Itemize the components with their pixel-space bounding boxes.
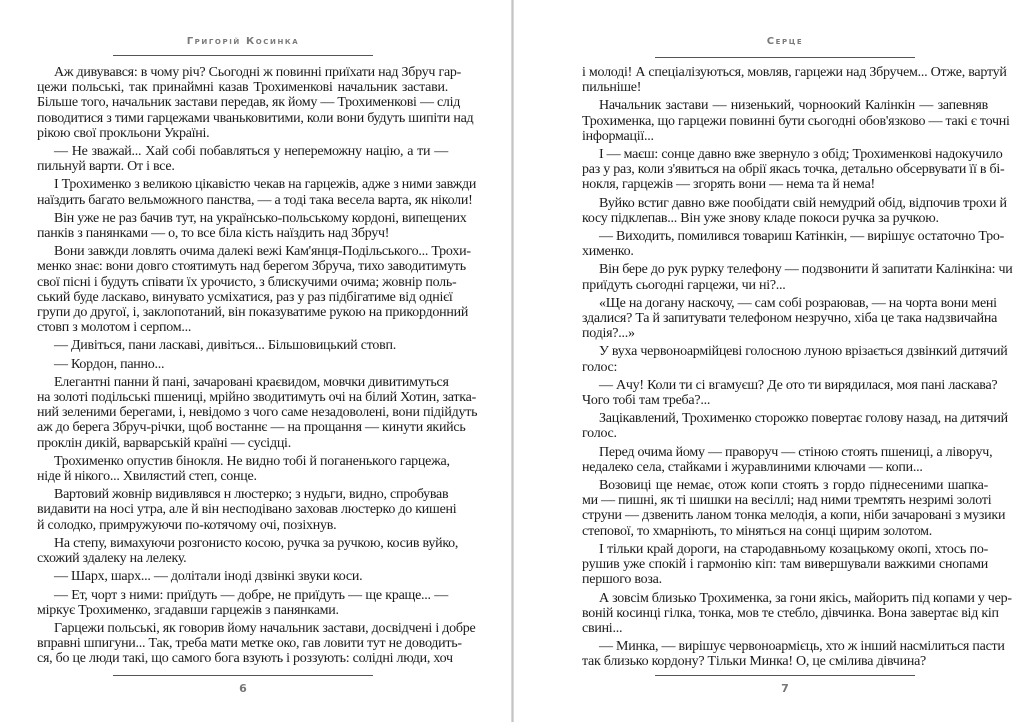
paragraph bbox=[582, 262, 1013, 293]
text-line: Трохименка, що гарцежи повинні бути сьогодні обов'язково — такі є точні bbox=[582, 113, 1010, 129]
text-line: інформації... bbox=[582, 128, 654, 144]
text-line: рушив уже спокій і гармонію кіп: там вивершували важкими снопами bbox=[582, 557, 988, 573]
text-line: ми — пишні, як ті шишки на весіллі; над ними тремтять незримі золоті bbox=[582, 493, 992, 509]
page-number: 6 bbox=[239, 682, 247, 695]
text-line: «Ще на догану наскочу, — сам собі розраював, — на чорта вони мені bbox=[599, 295, 997, 311]
paragraph bbox=[582, 295, 998, 342]
running-head-title: Серце bbox=[766, 36, 804, 47]
text-line: Він бере до рук рурку телефону — подзвонити й запитати Калінкіна: чи bbox=[599, 262, 1013, 278]
text-line: менко знає: вони довго стоятимуть над берегом Збруча, тихо заводитимуть bbox=[37, 259, 466, 275]
text-line: на золоті подільські пшениці, мрійно зводитимуть очі на білий Хотин, затка- bbox=[37, 390, 476, 406]
text-line: Трохименко опустив бінокля. Не видно тобі й поганенького гарцежа, bbox=[54, 453, 450, 469]
text-line: Аж дивувався: в чому річ? Сьогодні ж повинні приїхати над Збруч гар- bbox=[54, 65, 462, 80]
paragraph bbox=[582, 639, 1005, 670]
text-line: — Дивіться, пани ласкаві, дивіться... Більшовицький стовп. bbox=[54, 338, 396, 354]
text-line: струни — дзвенить ланом тонка мелодія, а копи, ніби зачаровані з музики bbox=[582, 508, 1006, 524]
text-line: Зацікавлений, Трохименко сторожко повертає голову назад, на дитячий bbox=[599, 411, 1008, 427]
text-line: Начальник застави — низенький, чорноокий Калінкін — запевняв bbox=[599, 98, 988, 114]
text-line: степової, то хмарніють, то міняться на сонці щирим золотом. bbox=[582, 523, 933, 539]
text-line: Перед очима йому — праворуч — стіною стоять пшениці, а ліворуч, bbox=[599, 444, 993, 460]
footer-rule bbox=[113, 675, 373, 676]
left-page bbox=[0, 0, 512, 722]
paragraph bbox=[582, 377, 998, 409]
text-line: нокля, гарцежів — згорять вони — нема та й нема! bbox=[582, 177, 875, 193]
text-line: проклін дикій, варварській країні — сусідці. bbox=[37, 435, 291, 451]
text-line: аж до берега Збруч-річки, щоб востаннє — на прощання — кинути якийсь bbox=[37, 420, 466, 436]
paragraph bbox=[582, 147, 1005, 193]
text-line: здалися? Та й запитувати телефоном незручно, хіба це така надзвичайна bbox=[582, 311, 998, 327]
text-line: недалеко села, стайками і журавлиними ключами — копи... bbox=[582, 459, 923, 475]
text-line: Гарцежи польські, як говорив йому начальник застави, досвідчені і добре bbox=[54, 620, 476, 636]
paragraph bbox=[37, 487, 457, 533]
text-line: Чого тобі там треба?... bbox=[582, 393, 711, 409]
paragraph bbox=[37, 65, 474, 141]
text-line: ніде й нікого... Хвилястий степ, сонце. bbox=[37, 469, 257, 485]
page-number: 7 bbox=[781, 682, 789, 695]
paragraph bbox=[582, 65, 1007, 96]
text-line: — Шарх, шарх... — долітали іноді дзвінкі звуки коси. bbox=[54, 569, 363, 585]
text-line: наїздить багато вельможного панства, — а тоді така весела варта, як ніколи! bbox=[37, 192, 473, 208]
text-line: свої пісні і будуть співати їх урочисто, з блискучими очима; жовнір поль- bbox=[37, 274, 457, 290]
text-line: першого воза. bbox=[582, 572, 662, 588]
text-line: пильніше! bbox=[582, 80, 642, 96]
text-line: воній косинці гілка, тонка, мов те стебло, дівчинка. Вона завертає від кіп bbox=[582, 605, 999, 621]
text-line: Він уже не раз бачив тут, на українсько-польському кордоні, випещених bbox=[54, 210, 467, 226]
text-line: ський буде ласкаво, винувато усміхатися, раз у раз підбігатиме від однієї bbox=[37, 289, 453, 305]
text-line: Вуйко встиг давно вже пообідати свій немудрий обід, відпочив трохи й bbox=[599, 195, 1007, 211]
text-line: подія?...» bbox=[582, 326, 635, 342]
text-line: стовп з молотом і серпом... bbox=[37, 320, 192, 336]
text-line: ся, бо це люди такі, що самого бога взують і роззують: солідні люди, хоч bbox=[37, 651, 453, 667]
text-line: І — маєш: сонце давно вже звернуло з обід; Трохименкові надокучило bbox=[599, 147, 1003, 163]
paragraph bbox=[582, 344, 1008, 375]
page-text bbox=[37, 65, 478, 670]
text-line: хименко. bbox=[582, 244, 634, 260]
right-page bbox=[514, 0, 1026, 722]
text-line: — Минка, — вирішує червоноармієць, хто ж інший насмілиться пасти bbox=[599, 639, 1005, 655]
paragraph bbox=[37, 210, 467, 242]
paragraph bbox=[37, 338, 448, 353]
text-line: раз у раз, коли з'явиться на обрії якась точка, детально обсервувати її в бі- bbox=[582, 162, 1005, 178]
paragraph bbox=[37, 588, 448, 618]
paragraph bbox=[582, 444, 993, 475]
text-line: — Виходить, помилився товариш Катінкін, — вирішує остаточно Тро- bbox=[599, 229, 1005, 245]
paragraph bbox=[582, 195, 1007, 226]
paragraph bbox=[37, 244, 471, 336]
paragraph bbox=[582, 478, 1006, 539]
text-line: ний зеленими берегами, і, невідомо з чого саме незадоволені, вони підійдуть bbox=[37, 405, 478, 421]
text-line: Вартовий жовнір видивлявся н люстерко; з нудьги, видно, спробував bbox=[54, 487, 449, 503]
text-line: так близько кордону? Тільки Минка! О, це смілива дівчина? bbox=[582, 654, 926, 670]
text-line: панків з панянками — о, то все біла кість наїздить над Збруч! bbox=[37, 226, 390, 242]
text-line: приїдуть сьогодні гарцежи, чи ні?... bbox=[582, 277, 786, 293]
text-line: видавити на носі утра, але й він несподівано заховав люстерко до кишені bbox=[37, 502, 457, 518]
page-text bbox=[582, 65, 1013, 673]
text-line: — Ет, чорт з ними: приїдуть — добре, не приїдуть — ще краще... — bbox=[54, 587, 448, 603]
text-line: голос: bbox=[582, 359, 618, 375]
paragraph bbox=[582, 411, 1008, 442]
text-line: вправні шпигуни... Так, треба мати метке око, гав ловити тут не доводить- bbox=[37, 636, 462, 652]
paragraph bbox=[37, 454, 448, 484]
paragraph bbox=[582, 542, 988, 588]
text-line: косу підклепав... Він уже знову кладе покоси ручка за ручкою. bbox=[582, 210, 939, 226]
running-head-author: Григорій Косинка bbox=[186, 36, 300, 47]
paragraph bbox=[37, 535, 459, 567]
paragraph bbox=[37, 357, 448, 372]
text-line: На степу, вимахуючи розгонисто косою, ручка за ручкою, косив вуйко, bbox=[54, 535, 459, 551]
text-line: міркує Трохименко, згадавши гарцежів з панянками. bbox=[37, 602, 339, 618]
text-line: цежи польські, так принаймні казав Трохименкові начальник застави. bbox=[37, 80, 448, 96]
text-line: — Ачу! Коли ти сі вгамуєш? Де ото ти вирядилася, моя пані ласкава? bbox=[599, 377, 998, 393]
paragraph bbox=[37, 144, 448, 174]
text-line: — Кордон, панно... bbox=[54, 356, 165, 372]
paragraph bbox=[37, 374, 478, 451]
text-line: А зовсім близько Трохименка, за гони якісь, майорить під копами у чер- bbox=[599, 590, 1012, 606]
paragraph bbox=[37, 569, 448, 584]
text-line: У вуха червоноармійцеві голосною луною врізається дзвінкий дитячий bbox=[599, 344, 1008, 360]
paragraph bbox=[582, 98, 1010, 144]
paragraph bbox=[37, 177, 477, 208]
text-line: Возовиці ще немає, отож копи стоять з гордо піднесеними шапка- bbox=[599, 478, 988, 494]
text-line: Більше того, начальник застави передав, як йому — Трохименкові — слід bbox=[37, 95, 461, 111]
text-line: Вони завжди ловлять очима далекі вежі Кам'янця-Подільського... Трохи- bbox=[54, 244, 471, 260]
text-line: групи до другої, і, заклопотаний, він показуватиме рукою на прикордонний bbox=[37, 305, 469, 321]
text-line: голос. bbox=[582, 426, 617, 442]
paragraph bbox=[582, 590, 1012, 637]
paragraph bbox=[37, 620, 476, 667]
text-line: І тільки край дороги, на стародавньому козацькому окопі, хтось по- bbox=[599, 541, 988, 557]
footer-rule bbox=[655, 675, 915, 676]
text-line: свині... bbox=[582, 620, 623, 636]
paragraph bbox=[582, 229, 1005, 260]
text-line: пильнуй варти. От і все. bbox=[37, 159, 175, 175]
text-line: рікою свої прокльони Україні. bbox=[37, 125, 210, 141]
text-line: І Трохименко з великою цікавістю чекав на гарцежів, адже з ними завжди bbox=[54, 177, 477, 193]
header-rule bbox=[113, 55, 373, 56]
text-line: і молоді! А спеціалізуються, мовляв, гарцежи над Збручем... Отже, вартуй bbox=[582, 65, 1007, 80]
text-line: — Не зважай... Хай собі побавляться у непереможну націю, а ти — bbox=[54, 144, 448, 160]
text-line: схожий здалеку на лелеку. bbox=[37, 551, 187, 567]
header-rule bbox=[655, 57, 915, 58]
text-line: й солодко, примружуючи по-котячому очі, позіхнув. bbox=[37, 517, 337, 533]
text-line: Елегантні панни й пані, зачаровані краєвидом, мовчки дивитимуться bbox=[54, 374, 449, 390]
text-line: поводитися з тими гарцежами чваньковитими, коли вони будуть шипіти над bbox=[37, 110, 474, 126]
